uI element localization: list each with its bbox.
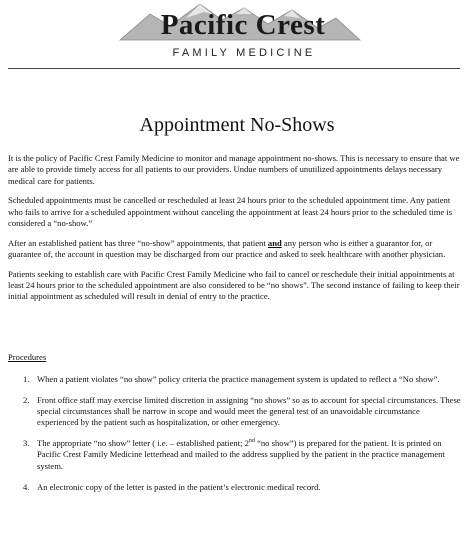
list-text: Front office staff may exercise limited discretion in assigning “no shows” so as to account for special circumstances. These special circumstances shall be narrow in scope and would meet the general test of an unavoidable circumstance experienced by the patient such as hospitalization, or other emergency.	[37, 394, 461, 428]
procedures-heading: Procedures	[8, 352, 47, 362]
letterhead-logo	[0, 0, 474, 72]
list-text: When a patient violates “no show” policy criteria the practice management system is updated to reflect a “No show”.	[37, 374, 440, 384]
ordinal-suffix: nd	[248, 438, 255, 445]
logo-subtitle: FAMILY MEDICINE	[172, 47, 316, 59]
list-item	[8, 438, 463, 472]
list-text-end: “no show”) is prepared for the patient. It is printed on Pacific Crest Family Medicine letterhead and mailed to the address supplied by the patient in the practice management system.	[37, 438, 445, 471]
paragraph-cancellation: Scheduled appointments must be cancelled or rescheduled at least 24 hours prior to the scheduled appointment time. Any patient who fails to arrive for a scheduled appointment without canceling the appointment at least 24 hours prior to the scheduled time is considered a “no-show.”	[8, 195, 453, 228]
paragraph-policy: It is the policy of Pacific Crest Family Medicine to monitor and manage appointment no-shows. This is necessary to ensure that we are able to provide timely access for all patients to our providers. Undue numbers of unutilized appointments delays necessary medical care for patients.	[8, 153, 460, 186]
list-text-start: The appropriate “no show” letter ( i.e. – established patient; 2	[37, 438, 249, 449]
list-number: 4.	[23, 481, 30, 492]
paragraph-discharge-start: After an established patient has three “no-show” appointments, that patient	[8, 237, 268, 248]
paragraph-discharge	[8, 238, 463, 261]
logo-name: Pacific Crest	[160, 9, 326, 41]
list-number: 3.	[23, 438, 30, 449]
list-text: An electronic copy of the letter is pasted in the patient’s electronic medical record.	[37, 481, 321, 492]
list-item	[8, 482, 463, 493]
header-divider	[8, 68, 460, 69]
page-title: Appointment No-Shows	[139, 114, 335, 136]
paragraph-new-patients: Patients seeking to establish care with Pacific Crest Family Medicine who fail to cancel or reschedule their initial appointments at least 24 hours prior to the scheduled appointment are also considered to be “no shows”. The second instance of failing to keep their initial appointment as scheduled will result in denial of entry to the practice.	[8, 268, 460, 302]
emphasis-and: and	[267, 237, 282, 248]
list-number: 1.	[23, 374, 30, 384]
paragraph-discharge-end: any person who is either a guarantor for, or guarantee of, the account in question may be discharged from our practice and asked to seek healthcare with another physician.	[8, 237, 446, 260]
list-number: 2.	[23, 394, 30, 405]
procedures-list	[8, 374, 463, 502]
policy-body	[8, 153, 463, 311]
list-item	[8, 395, 463, 429]
list-item	[8, 374, 463, 385]
